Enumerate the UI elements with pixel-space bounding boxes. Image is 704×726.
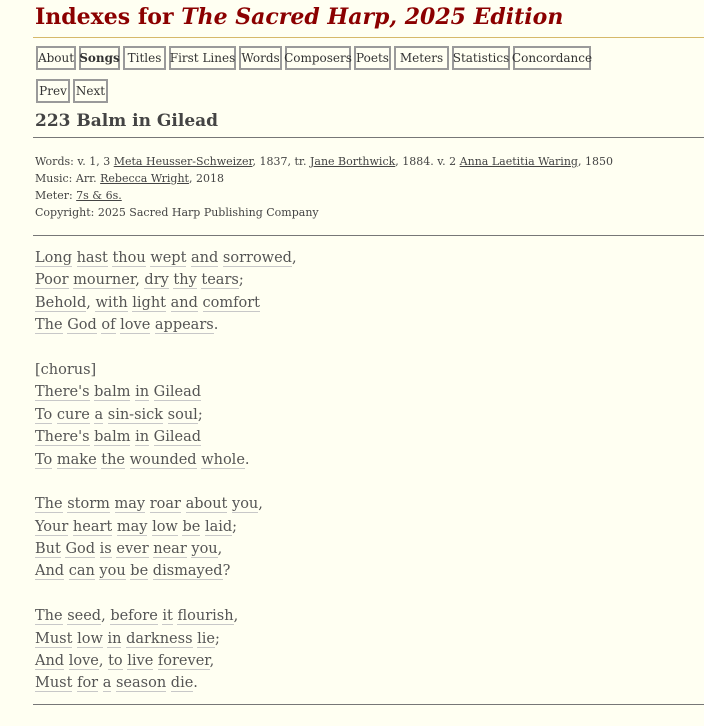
- lyric-line: And can you be dismayed?: [35, 563, 231, 580]
- lyric-word-link[interactable]: But: [35, 541, 61, 558]
- lyric-line: [35, 381, 297, 403]
- lyric-word-link[interactable]: roar: [149, 496, 181, 513]
- nav-first-lines-button[interactable]: First Lines: [169, 46, 236, 70]
- lyric-word-link[interactable]: near: [153, 541, 187, 558]
- lyric-word-link[interactable]: Gilead: [153, 384, 202, 401]
- copyright-notice: Copyright: 2025 Sacred Harp Publishing Company: [35, 206, 319, 219]
- lyric-word-link[interactable]: Your: [35, 518, 69, 535]
- author-link-heusser-schweizer[interactable]: Meta Heusser-Schweizer: [113, 155, 253, 168]
- lyric-word-link[interactable]: flourish: [177, 608, 234, 625]
- meta-divider: [33, 235, 704, 236]
- lyric-word-link[interactable]: There's: [35, 384, 90, 401]
- words-text-3: , 1884. v. 2: [395, 155, 460, 168]
- lyric-word-link[interactable]: God: [65, 541, 96, 558]
- lyric-word-link[interactable]: Gilead: [153, 429, 202, 446]
- translator-link-borthwick[interactable]: Jane Borthwick: [309, 155, 396, 168]
- lyric-word-link[interactable]: be: [130, 563, 149, 580]
- words-text-4: , 1850: [577, 155, 613, 168]
- lyric-word-link[interactable]: sorrowed: [222, 250, 292, 266]
- lyric-word-link[interactable]: darkness: [126, 630, 193, 647]
- lyric-word-link[interactable]: dry: [144, 272, 169, 289]
- lyric-word-link[interactable]: you: [99, 563, 126, 580]
- lyric-word-link[interactable]: thou: [112, 250, 146, 266]
- words-text-1: v. 1, 3: [77, 155, 114, 168]
- lyric-word-link[interactable]: To: [35, 451, 53, 468]
- lyric-word-link[interactable]: may: [114, 496, 146, 513]
- lyric-word-link[interactable]: make: [56, 451, 97, 468]
- lyric-word-link[interactable]: about: [185, 496, 228, 513]
- lyric-word-link[interactable]: The: [35, 496, 63, 513]
- lyric-word-link[interactable]: comfort: [202, 294, 260, 311]
- lyric-word-link[interactable]: may: [116, 518, 148, 535]
- music-text-1: Arr.: [75, 172, 101, 185]
- lyric-word-link[interactable]: cure: [56, 406, 90, 423]
- lyric-line: Poor mourner, dry thy tears;: [35, 272, 244, 289]
- title-prefix: Indexes for: [35, 4, 182, 30]
- lyric-word-link[interactable]: season: [115, 675, 167, 692]
- lyric-word-link[interactable]: you: [232, 496, 259, 513]
- lyric-word-link[interactable]: dismayed: [152, 563, 223, 580]
- music-credit: [35, 170, 613, 187]
- lyric-word-link[interactable]: in: [107, 630, 122, 647]
- meter-credit: [35, 187, 613, 204]
- lyric-word-link[interactable]: love: [68, 653, 99, 670]
- lyric-word-link[interactable]: to: [108, 653, 123, 670]
- lyric-word-link[interactable]: laid: [204, 518, 233, 535]
- lyric-word-link[interactable]: appears: [154, 317, 214, 334]
- lyric-word-link[interactable]: low: [77, 630, 103, 647]
- page-title: [35, 4, 563, 30]
- lyrics: [35, 247, 297, 695]
- lyric-word-link[interactable]: seed: [67, 608, 102, 625]
- nav-statistics-button[interactable]: Statistics: [452, 46, 510, 70]
- lyric-word-link[interactable]: before: [110, 608, 158, 625]
- lyric-line: Behold, with light and comfort: [35, 294, 260, 311]
- lyric-word-link[interactable]: and: [191, 250, 219, 266]
- lyric-word-link[interactable]: There's: [35, 429, 90, 446]
- stanza-gap: [35, 583, 297, 605]
- lyric-word-link[interactable]: low: [152, 518, 178, 535]
- nav-concordance-button[interactable]: Concordance: [513, 46, 591, 70]
- lyric-line: And love, to live forever,: [35, 653, 215, 670]
- header-divider: [33, 37, 704, 38]
- meter-label: Meter:: [35, 189, 77, 202]
- lyric-word-link[interactable]: live: [127, 653, 154, 670]
- lyric-line: Must for a season die.: [35, 675, 198, 692]
- pager-nav: [36, 79, 108, 103]
- lyric-word-link[interactable]: tears: [201, 272, 239, 289]
- lyric-word-link[interactable]: lie: [197, 630, 215, 647]
- lyric-word-link[interactable]: balm: [94, 384, 131, 401]
- lyric-word-link[interactable]: mourner: [73, 272, 136, 289]
- lyric-word-link[interactable]: Must: [35, 675, 73, 692]
- lyric-line: But God is ever near you,: [35, 541, 223, 558]
- lyric-line: [35, 359, 297, 381]
- lyric-word-link[interactable]: soul: [167, 406, 198, 423]
- music-label: Music:: [35, 172, 76, 185]
- lyric-word-link[interactable]: To: [35, 406, 53, 423]
- lyric-word-link[interactable]: in: [135, 429, 150, 446]
- music-text-2: , 2018: [188, 172, 224, 185]
- stanza-gap: [35, 471, 297, 493]
- composer-link-wright[interactable]: Rebecca Wright: [100, 172, 189, 185]
- lyric-word-link[interactable]: wounded: [129, 451, 197, 468]
- lyric-word-link[interactable]: balm: [94, 429, 131, 446]
- lyric-word-link[interactable]: storm: [67, 496, 110, 513]
- lyric-word-link[interactable]: And: [35, 563, 65, 580]
- lyric-word-link[interactable]: forever: [157, 653, 210, 670]
- lyric-word-link[interactable]: light: [132, 294, 167, 311]
- lyric-line: The seed, before it flourish,: [35, 608, 239, 625]
- lyric-word-link[interactable]: in: [135, 384, 150, 401]
- author-link-waring[interactable]: Anna Laetitia Waring: [459, 155, 578, 168]
- lyric-word-link[interactable]: a: [94, 406, 104, 423]
- lyric-word-link[interactable]: thy: [173, 272, 197, 289]
- lyric-line: The storm may roar about you,: [35, 496, 263, 513]
- lyric-word-link[interactable]: heart: [72, 518, 113, 535]
- chorus-marker: [chorus]: [35, 361, 97, 378]
- nav-meters-button[interactable]: Meters: [394, 46, 449, 70]
- stanza-gap: [35, 337, 297, 359]
- nav-words-button[interactable]: Words: [239, 46, 282, 70]
- nav-songs-button[interactable]: Songs: [79, 46, 120, 70]
- lyric-word-link[interactable]: of: [101, 317, 116, 334]
- song-title: 223 Balm in Gilead: [35, 111, 219, 131]
- lyric-word-link[interactable]: sin-sick: [107, 406, 164, 423]
- lyric-word-link[interactable]: be: [182, 518, 201, 535]
- lyric-line: To make the wounded whole.: [35, 451, 250, 468]
- words-credit: [35, 153, 613, 170]
- lyric-word-link[interactable]: love: [120, 317, 151, 334]
- lyric-word-link[interactable]: die: [170, 675, 194, 692]
- main-nav: [36, 46, 591, 70]
- lyric-word-link[interactable]: The: [35, 608, 63, 625]
- nav-about-button[interactable]: About: [36, 46, 76, 70]
- lyric-word-link[interactable]: Long: [35, 250, 72, 266]
- lyric-word-link[interactable]: The: [35, 317, 63, 334]
- words-text-2: , 1837, tr.: [252, 155, 310, 168]
- lyric-line: Must low in darkness lie;: [35, 630, 220, 647]
- lyric-word-link[interactable]: Behold: [35, 294, 87, 311]
- nav-composers-button[interactable]: Composers: [285, 46, 351, 70]
- words-label: Words:: [35, 155, 78, 168]
- lyric-word-link[interactable]: you: [191, 541, 218, 558]
- lyric-line: Long hast thou wept and sorrowed,: [35, 250, 297, 266]
- lyric-word-link[interactable]: And: [35, 653, 65, 670]
- footer-divider: [33, 704, 704, 705]
- lyric-word-link[interactable]: can: [68, 563, 95, 580]
- nav-poets-button[interactable]: Poets: [354, 46, 391, 70]
- lyric-line: Your heart may low be laid;: [35, 518, 238, 535]
- lyric-word-link[interactable]: the: [101, 451, 126, 468]
- lyric-word-link[interactable]: hast: [76, 250, 108, 266]
- lyric-word-link[interactable]: for: [77, 675, 99, 692]
- lyric-line: [35, 426, 297, 448]
- lyric-word-link[interactable]: whole: [201, 451, 245, 468]
- lyric-line: The God of love appears.: [35, 317, 219, 334]
- lyric-word-link[interactable]: it: [162, 608, 173, 625]
- lyric-word-link[interactable]: is: [99, 541, 112, 558]
- title-divider: [33, 137, 704, 138]
- lyric-word-link[interactable]: and: [170, 294, 198, 311]
- nav-titles-button[interactable]: Titles: [123, 46, 166, 70]
- lyric-word-link[interactable]: Poor: [35, 272, 69, 289]
- lyric-word-link[interactable]: with: [95, 294, 128, 311]
- meter-link[interactable]: 7s & 6s.: [76, 189, 122, 202]
- next-button[interactable]: Next: [73, 79, 108, 103]
- book-title: The Sacred Harp, 2025 Edition: [181, 4, 564, 30]
- lyric-word-link[interactable]: wept: [150, 250, 187, 266]
- song-metadata: [35, 153, 613, 221]
- prev-button[interactable]: Prev: [36, 79, 70, 103]
- lyric-word-link[interactable]: Must: [35, 630, 73, 647]
- lyric-line: To cure a sin-sick soul;: [35, 406, 203, 423]
- lyric-word-link[interactable]: God: [67, 317, 97, 334]
- lyric-word-link[interactable]: ever: [116, 541, 149, 558]
- lyric-word-link[interactable]: a: [102, 675, 112, 692]
